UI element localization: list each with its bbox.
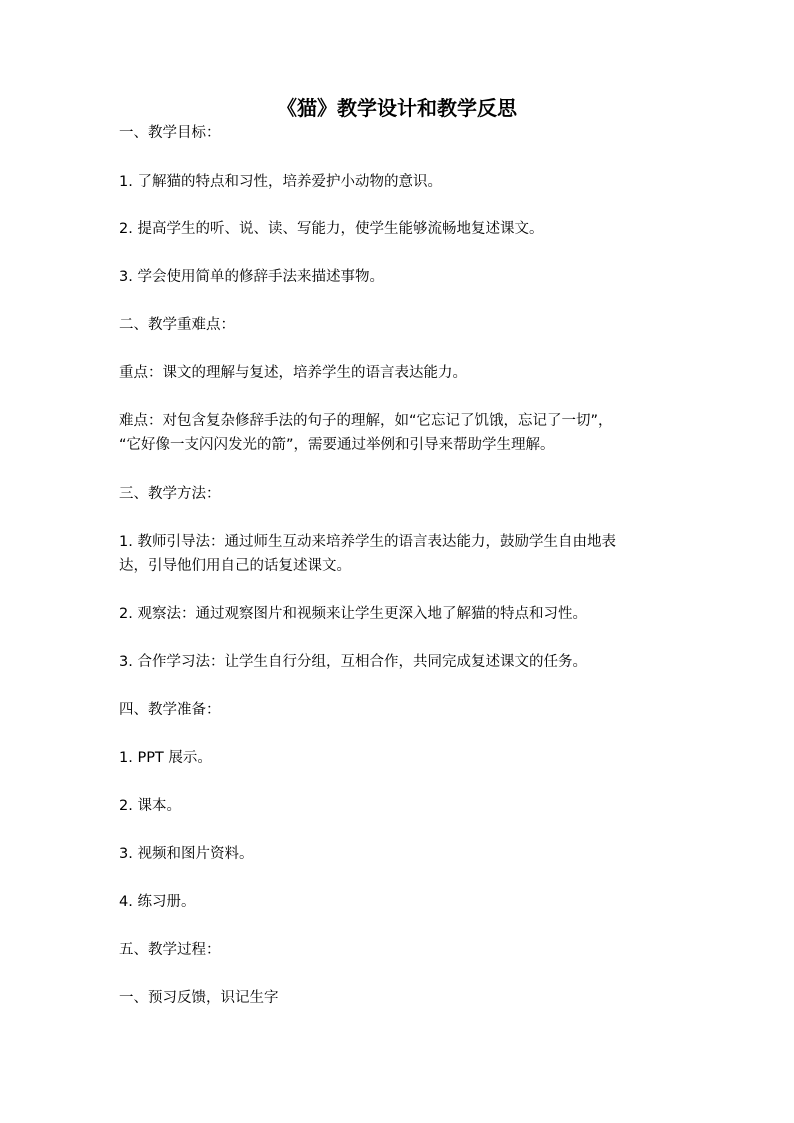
- preparation-item-1: 1. PPT 展示。: [119, 750, 212, 766]
- method-item-3: 3. 合作学习法：让学生自行分组，互相合作，共同完成复述课文的任务。: [119, 654, 587, 670]
- document-title: 《猫》教学设计和教学反思: [277, 96, 517, 120]
- difficulty-text-line-1: 难点：对包含复杂修辞手法的句子的理解，如“它忘记了饥饿，忘记了一切”，: [119, 413, 613, 429]
- process-step-1: 一、预习反馈，识记生字: [119, 990, 279, 1006]
- key-point-text: 重点：课文的理解与复述，培养学生的语言表达能力。: [119, 365, 467, 381]
- section-heading-objectives: 一、教学目标：: [119, 125, 221, 141]
- difficulty-text-line-2: “它好像一支闪闪发光的箭”，需要通过举例和引导来帮助学生理解。: [119, 437, 555, 453]
- method-item-2: 2. 观察法：通过观察图片和视频来让学生更深入地了解猫的特点和习性。: [119, 606, 587, 622]
- objective-item-3: 3. 学会使用简单的修辞手法来描述事物。: [119, 269, 384, 285]
- section-heading-preparation: 四、教学准备：: [119, 702, 221, 718]
- section-heading-methods: 三、教学方法：: [119, 486, 221, 502]
- preparation-item-3: 3. 视频和图片资料。: [119, 846, 254, 862]
- preparation-item-4: 4. 练习册。: [119, 894, 196, 910]
- objective-item-2: 2. 提高学生的听、说、读、写能力，使学生能够流畅地复述课文。: [119, 221, 544, 237]
- objective-item-1: 1. 了解猫的特点和习性，培养爱护小动物的意识。: [119, 174, 442, 190]
- method-item-1-line-2: 达，引导他们用自己的话复述课文。: [119, 558, 351, 574]
- section-heading-key-points: 二、教学重难点：: [119, 317, 235, 333]
- preparation-item-2: 2. 课本。: [119, 798, 181, 814]
- section-heading-process: 五、教学过程：: [119, 942, 221, 958]
- method-item-1-line-1: 1. 教师引导法：通过师生互动来培养学生的语言表达能力，鼓励学生自由地表: [119, 534, 616, 550]
